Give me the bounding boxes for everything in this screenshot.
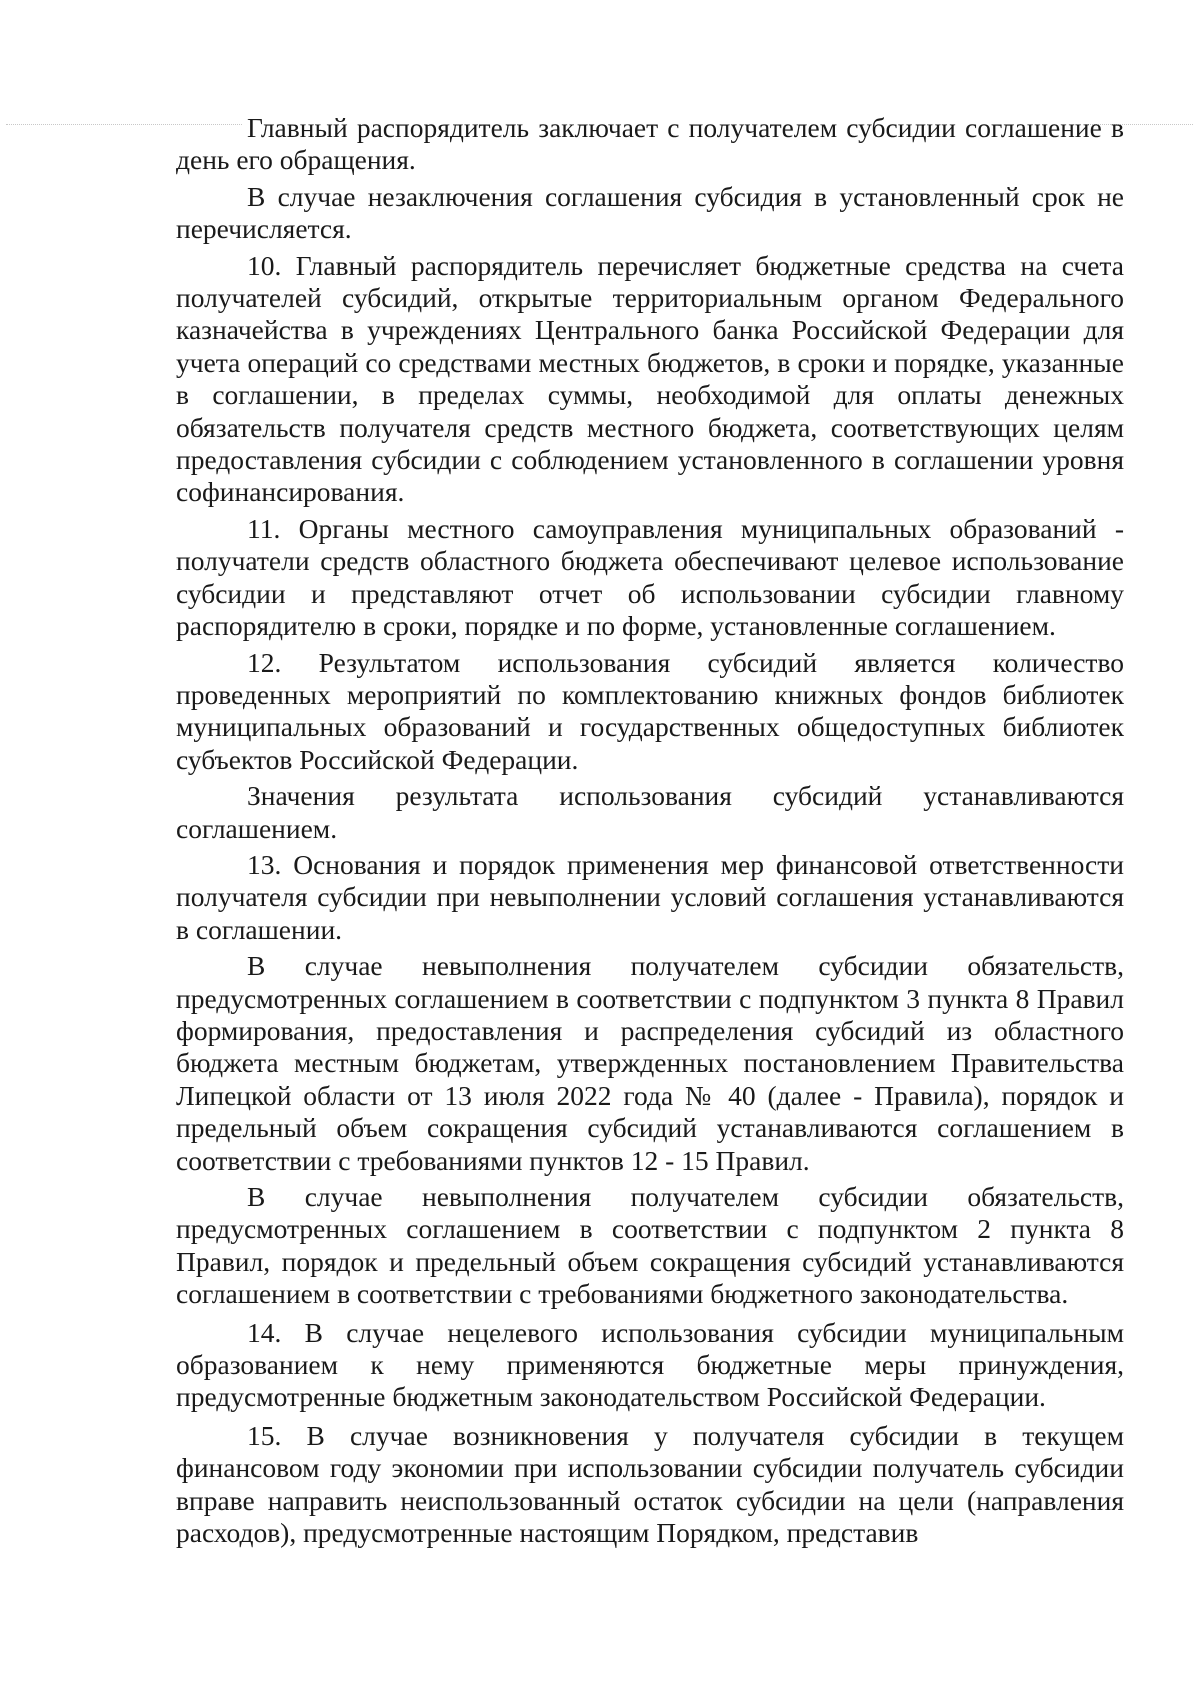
paragraph-no-agreement: В случае незаключения соглашения субсидия в установленный срок не перечисляется. — [176, 180, 1124, 245]
paragraph-item-13: 13. Основания и порядок применения мер финансовой ответственности получателя субсидии при невыполнении условий соглашения устанавливаются в соглашении. — [176, 848, 1124, 945]
document-body — [176, 112, 1124, 1549]
paragraph-item-12: 12. Результатом использования субсидий является количество проведенных мероприятий по комплектованию книжных фондов библиотек муниципальных образований и государственных общедоступных библиотек субъектов Российской Федерации. — [176, 646, 1124, 775]
paragraph-item-14: 14. В случае нецелевого использования субсидии муниципальным образованием к нему применяются бюджетные меры принуждения, предусмотренные бюджетным законодательством Российской Федерации. — [176, 1316, 1124, 1413]
paragraph-agreement-conclusion: Главный распорядитель заключает с получателем субсидии соглашение в день его обращения. — [176, 112, 1124, 176]
paragraph-result-values: Значения результата использования субсидий устанавливаются соглашением. — [176, 780, 1124, 844]
paragraph-item-10: 10. Главный распорядитель перечисляет бюджетные средства на счета получателей субсидий, открытые территориальным органом Федерального казначейства в учреждениях Центрального банка Российской Федерации для учета операций со средствами местных бюджетов, в сроки и порядке, указанные в соглашении, в пределах суммы, необходимой для оплаты денежных обязательств получателя средств местного бюджета, соответствующих целям предоставления субсидии с соблюдением установленного в соглашении уровня софинансирования. — [176, 249, 1124, 508]
paragraph-subpoint-3-violation: В случае невыполнения получателем субсидии обязательств, предусмотренных соглашением в соответствии с подпунктом 3 пункта 8 Правил формирования, предоставления и распределения субсидий из областного бюджета местным бюджетам, утвержденных постановлением Правительства Липецкой области от 13 июля 2022 года № 40 (далее - Правила), порядок и предельный объем сокращения субсидий устанавливаются соглашением в соответствии с требованиями пунктов 12 - 15 Правил. — [176, 950, 1124, 1176]
paragraph-item-11: 11. Органы местного самоуправления муниципальных образований - получатели средств областного бюджета обеспечивают целевое использование субсидии и представляют отчет об использовании субсидии главному распорядителю в сроки, порядке и по форме, установленные соглашением. — [176, 512, 1124, 642]
paragraph-item-15: 15. В случае возникновения у получателя субсидии в текущем финансовом году экономии при использовании субсидии получатель субсидии вправе направить неиспользованный остаток субсидии на цели (направления расходов), предусмотренные настоящим Порядком, представив — [176, 1419, 1124, 1549]
paragraph-subpoint-2-violation: В случае невыполнения получателем субсидии обязательств, предусмотренных соглашением в соответствии с подпунктом 2 пункта 8 Правил, порядок и предельный объем сокращения субсидий устанавливаются соглашением в соответствии с требованиями бюджетного законодательства. — [176, 1181, 1124, 1310]
